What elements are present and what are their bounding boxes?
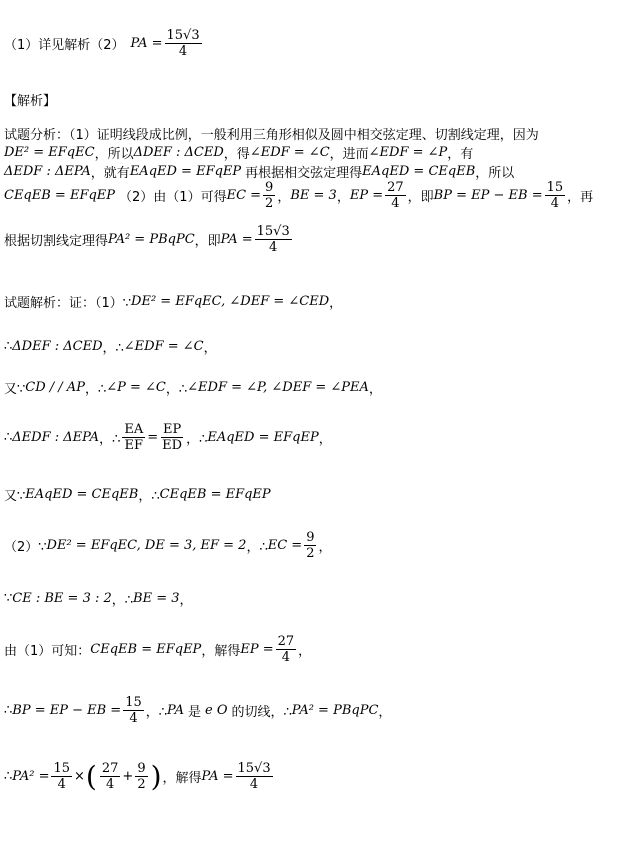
solution-line-10: [4, 760, 275, 793]
text-suoyi-2: ，所以: [475, 166, 515, 181]
ec2-den: 2: [306, 546, 315, 561]
eq-be-3: BE = 3: [290, 188, 337, 203]
therefore-1: ∴: [4, 339, 13, 354]
ep3-num: 27: [277, 634, 295, 649]
answer-pa-fraction: [165, 28, 202, 59]
text-jiede-2: ，解得: [162, 771, 202, 786]
fraction-ep-ed: [160, 422, 184, 453]
therefore-9: ，∴: [246, 540, 268, 555]
from-part1: 由（1）可知：: [4, 644, 91, 659]
sol-eq-3a: CD / / AP: [25, 380, 85, 395]
sol-eq-2a: ΔDEF : ΔCED: [12, 339, 103, 354]
therefore-10: ，∴: [111, 593, 134, 608]
heading-text: 【解析】: [4, 94, 57, 109]
sol-prefix-1: 试题解析：证：（1）∵: [4, 296, 132, 311]
ep-num: 27: [387, 180, 404, 195]
therefore-6: ，∴: [99, 432, 121, 447]
ea-num: EA: [124, 422, 144, 437]
analysis-line-1: [4, 124, 539, 143]
sol-eq-8a: CEqEB = EFqEP: [90, 642, 202, 657]
sol-comma-1: ，: [329, 296, 343, 311]
f9-den: 2: [137, 777, 146, 792]
equals-1: =: [147, 430, 159, 445]
ef-den: EF: [124, 438, 144, 453]
sol-eq-5a: EAqED = CEqEB: [25, 487, 139, 502]
f27-den: 4: [105, 777, 115, 792]
bp-den: 4: [550, 196, 559, 211]
analysis-text-1: 试题分析：（1）证明线段成比例，一般利用三角形相似及圆中相交弦定理、切割线定理，因为: [4, 128, 539, 143]
sol-eq-5b: CEqEB = EFqEP: [159, 487, 271, 502]
fraction-27-4: [100, 761, 121, 792]
text-de: ，得: [223, 147, 250, 162]
eq-ea-ed-ef-ep: EAqED = EFqEP: [129, 164, 242, 179]
part2-because: （2）∵: [4, 540, 47, 555]
eq-ce-eb-ef-ep: CEqEB = EFqEP: [4, 188, 116, 203]
text-ji: ，即: [407, 190, 434, 205]
text-part2: （2）由（1）可得: [119, 190, 227, 205]
comma-2: ，: [336, 190, 350, 205]
solution-line-1: [4, 292, 342, 311]
text-xiangjiaoxian: 再根据相交弦定理得: [245, 166, 363, 181]
eq-sim-def-ced: ΔDEF : ΔCED: [133, 145, 224, 160]
eq-bp-lhs: BP = EP − EB =: [433, 188, 543, 203]
answer-pa-den: 4: [178, 44, 188, 59]
pafinal-num: 15√3: [237, 761, 271, 776]
eq-pa2-pb-pc: PA² = PBqPC: [108, 232, 195, 247]
bp2-den: 4: [129, 711, 138, 726]
f4-den: 4: [57, 777, 66, 792]
sol-eq-6b: EC =: [267, 538, 303, 553]
ep-den: 4: [391, 196, 400, 211]
sol-eq-7a: CE : BE = 3 : 2: [12, 591, 112, 606]
fraction-15-4: [51, 761, 72, 792]
text-you: ，有: [447, 147, 474, 162]
therefore-8: ，∴: [138, 489, 160, 504]
fraction-bp: [545, 180, 566, 211]
fraction-pa: [255, 224, 292, 255]
solution-line-4: [4, 422, 332, 453]
text-jiner: ，进而: [329, 147, 369, 162]
sol-eq-2b: ∠EDF = ∠C: [123, 339, 204, 354]
answer-pa-num: 15√3: [166, 28, 200, 43]
therefore-11: ∴: [4, 703, 13, 718]
eq-sim-edf-epa: ΔEDF : ΔEPA: [4, 164, 91, 179]
analysis-line-4: [4, 180, 593, 211]
f9-num: 9: [137, 761, 146, 776]
solution-line-8: [4, 634, 311, 665]
circle-o: e O: [205, 703, 228, 718]
analysis-line-2: [4, 143, 473, 162]
times-sign: ×: [74, 769, 85, 784]
answer-part1: （1）详见解析（2）: [4, 38, 125, 53]
eq-edf-c: ∠EDF = ∠C: [249, 145, 330, 160]
sol-eq-9a: BP = EP − EB =: [12, 703, 122, 718]
sol-eq-3c: ∠EDF = ∠P, ∠DEF = ∠PEA: [187, 380, 369, 395]
solution-line-6: [4, 530, 332, 561]
fraction-ea-ef: [122, 422, 145, 453]
therefore-12: ，∴: [145, 705, 168, 720]
therefore-5: ∴: [4, 430, 13, 445]
therefore-4: ，∴: [165, 382, 188, 397]
text-suoyi: ，所以: [94, 147, 134, 162]
fraction-ep: [385, 180, 406, 211]
because-3: ∵: [4, 591, 13, 606]
text-qiexian: 的切线，∴: [231, 705, 292, 720]
ep3-den: 4: [281, 650, 290, 665]
answer-line: [4, 28, 204, 59]
plus-sign: +: [122, 769, 134, 784]
bp-num: 15: [546, 180, 564, 195]
ep2-num: EP: [162, 422, 182, 437]
sol-eq-10a: PA² =: [12, 769, 50, 784]
left-paren: (: [85, 760, 97, 793]
solution-line-7: [4, 589, 193, 608]
pa-den: 4: [269, 240, 278, 255]
because-2: 又∵: [4, 489, 26, 504]
sol-comma-4: ，: [318, 432, 332, 447]
sol-comma-6: ，: [318, 540, 332, 555]
bp2-num: 15: [125, 695, 142, 710]
sol-eq-7b: BE = 3: [133, 591, 180, 606]
sol-eq-9b: PA² = PBqPC: [291, 703, 379, 718]
sol-comma-3: ，: [368, 382, 382, 397]
eq-ec-lhs: EC =: [226, 188, 262, 203]
solution-line-9: [4, 695, 391, 726]
fraction-ep-2: [276, 634, 297, 665]
text-qiege: 根据切割线定理得: [4, 234, 109, 249]
sol-comma-2: ，: [203, 341, 217, 356]
fraction-ec: [263, 180, 275, 211]
sol-eq-1: DE² = EFqEC, ∠DEF = ∠CED: [131, 294, 330, 309]
sol-comma-9: ，: [378, 705, 392, 720]
because-1: 又∵: [4, 382, 26, 397]
right-paren: ): [150, 760, 162, 793]
text-ji-2: ，即: [194, 234, 221, 249]
analysis-line-5: [4, 224, 294, 255]
therefore-7: ，∴: [186, 432, 208, 447]
analysis-line-3: [4, 162, 514, 181]
fraction-ec-2: [304, 530, 316, 561]
sol-eq-6a: DE² = EFqEC, DE = 3, EF = 2: [46, 538, 247, 553]
fraction-bp-2: [123, 695, 144, 726]
sol-comma-7: ，: [179, 593, 193, 608]
eq-pa-lhs: PA =: [220, 232, 253, 247]
sol-pa: PA: [167, 703, 184, 718]
therefore-2: ，∴: [102, 341, 124, 356]
text-jiede-1: ，解得: [201, 644, 241, 659]
answer-pa-lhs: PA =: [130, 36, 163, 51]
ec-den: 2: [265, 196, 274, 211]
eq-ep-lhs: EP =: [349, 188, 384, 203]
ec-num: 9: [265, 180, 274, 195]
sol-eq-4b: EAqED = EFqEP: [207, 430, 319, 445]
fraction-pa-final: [236, 761, 273, 792]
solution-line-3: [4, 378, 382, 397]
pa-num: 15√3: [256, 224, 290, 239]
fraction-9-2: [135, 761, 147, 792]
f15-num: 15: [53, 761, 71, 776]
ed-den: ED: [162, 438, 183, 453]
comma-1: ，: [277, 190, 291, 205]
analysis-heading: [4, 90, 56, 109]
solution-line-2: [4, 337, 217, 356]
eq-ea-ed-ce-eb: EAqED = CEqEB: [362, 164, 476, 179]
sol-comma-8: ，: [298, 644, 312, 659]
ec2-num: 9: [306, 530, 315, 545]
therefore-13: ∴: [4, 769, 13, 784]
pafinal-den: 4: [249, 777, 259, 792]
eq-edf-p: ∠EDF = ∠P: [368, 145, 448, 160]
sol-eq-10b: PA =: [201, 769, 234, 784]
sol-eq-4a: ΔEDF : ΔEPA: [12, 430, 100, 445]
text-shi: 是: [187, 705, 201, 720]
therefore-3: ，∴: [84, 382, 107, 397]
text-jiuyou: ，就有: [90, 166, 130, 181]
eq-de2-efec: DE² = EFqEC: [4, 145, 95, 160]
sol-eq-3b: ∠P = ∠C: [106, 380, 166, 395]
sol-eq-8b: EP =: [240, 642, 274, 657]
text-zai: ，再: [567, 190, 594, 205]
solution-line-5: [4, 485, 271, 504]
f27-num: 27: [101, 761, 119, 776]
